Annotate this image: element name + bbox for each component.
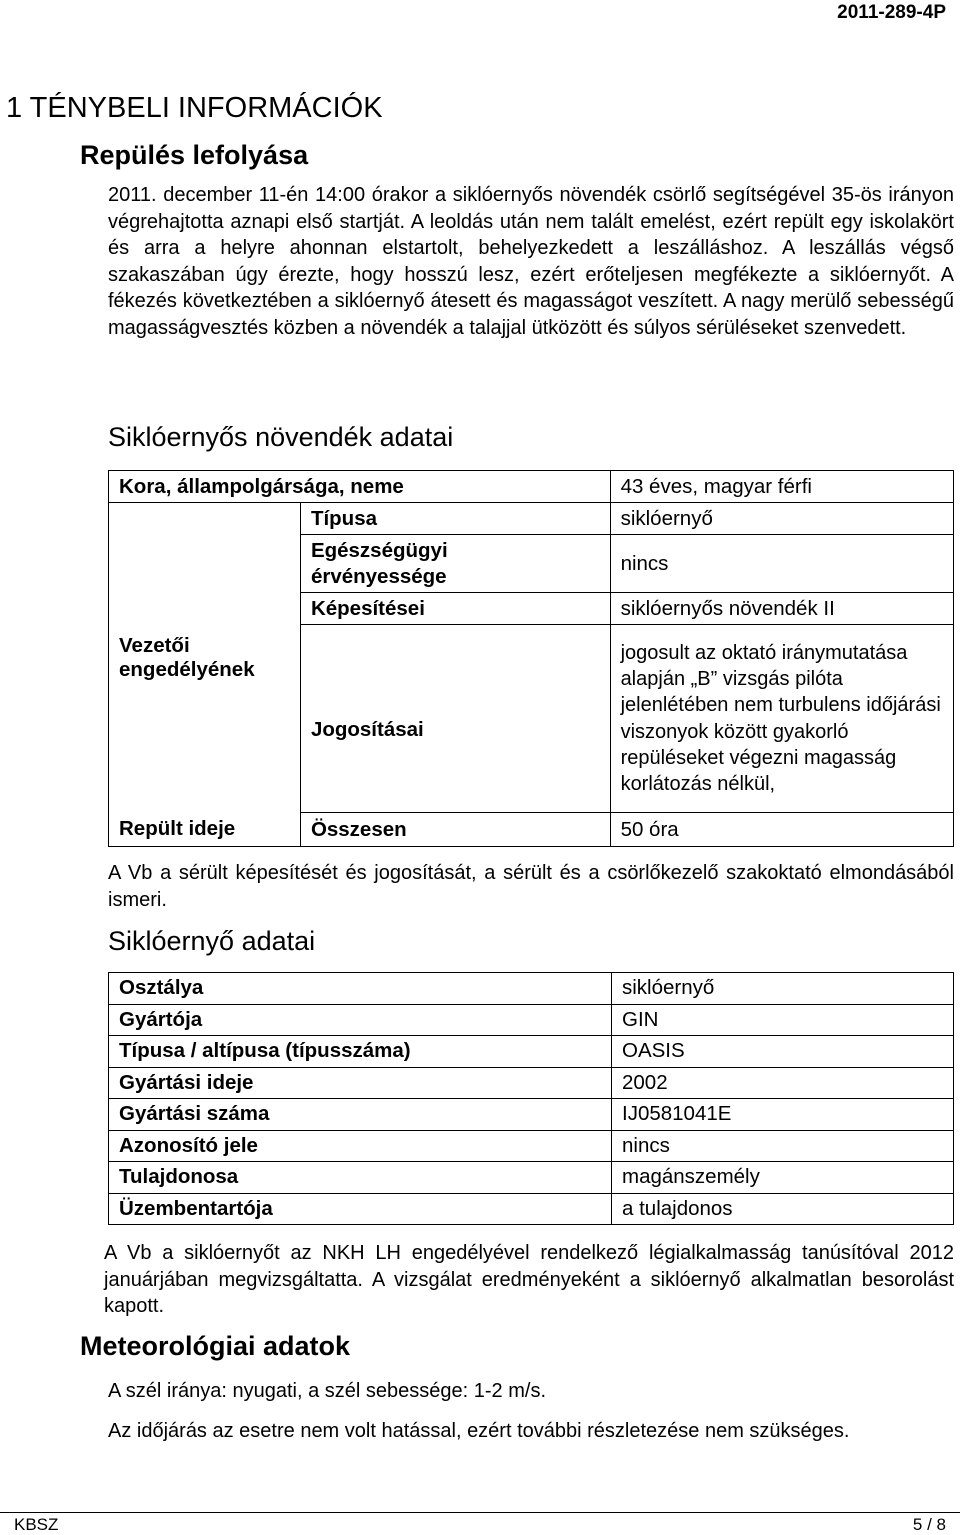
- pilot-note: A Vb a sérült képesítését és jogosítását, a sérült és a csörlőkezelő szakoktató elmondásából ismeri.: [108, 862, 954, 911]
- glider-heading: Siklóernyő adatai: [108, 926, 316, 956]
- medical-label: Egészségügyi érvényessége: [300, 535, 610, 593]
- pilot-row-age: [109, 471, 954, 503]
- qual-value: siklóernyős növendék II: [610, 593, 953, 625]
- glider-label: Azonosító jele: [109, 1130, 612, 1162]
- weather-note: Az időjárás az esetre nem volt hatással, ezért további részletezése nem szükséges.: [108, 1420, 850, 1442]
- glider-label: Típusa / altípusa (típusszáma): [109, 1036, 612, 1068]
- glider-row: [109, 1067, 954, 1099]
- type-value: siklóernyő: [610, 503, 953, 535]
- document-id: 2011-289-4P: [837, 2, 946, 23]
- glider-value: 2002: [612, 1067, 954, 1099]
- glider-row: [109, 1130, 954, 1162]
- age-value: 43 éves, magyar férfi: [610, 471, 953, 503]
- pilot-data-table: [108, 470, 954, 847]
- rights-label: Jogosításai: [300, 625, 610, 813]
- total-label: Összesen: [300, 813, 610, 847]
- section-title: 1 TÉNYBELI INFORMÁCIÓK: [6, 92, 383, 124]
- footer-page-number: 5 / 8: [912, 1515, 946, 1534]
- glider-label: Gyártási ideje: [109, 1067, 612, 1099]
- glider-value: OASIS: [612, 1036, 954, 1068]
- medical-value: nincs: [610, 535, 953, 593]
- type-label: Típusa: [300, 503, 610, 535]
- rights-value: jogosult az oktató iránymutatása alapján „B” vizsgás pilóta jelenlétében nem turbulens időjárási viszonyok között gyakorló repüléseket végezni magasság korlátozás nélkül,: [610, 625, 953, 813]
- age-label: Kora, állampolgársága, neme: [109, 471, 611, 503]
- glider-label: Tulajdonosa: [109, 1162, 612, 1194]
- glider-value: a tulajdonos: [612, 1193, 954, 1225]
- glider-row: [109, 1036, 954, 1068]
- glider-row: [109, 973, 954, 1005]
- pilot-heading: Siklóernyős növendék adatai: [108, 422, 454, 452]
- glider-label: Gyártója: [109, 1004, 612, 1036]
- glider-value: nincs: [612, 1130, 954, 1162]
- footer-org: KBSZ: [14, 1515, 59, 1534]
- glider-row: [109, 1099, 954, 1131]
- glider-label: Osztálya: [109, 973, 612, 1005]
- pilot-row-type: [109, 503, 954, 535]
- weather-wind: A szél iránya: nyugati, a szél sebessége: 1-2 m/s.: [108, 1380, 546, 1402]
- qual-label: Képesítései: [300, 593, 610, 625]
- flight-paragraph: 2011. december 11-én 14:00 órakor a siklóernyős növendék csörlő segítségével 35-ös irányon végrehajtotta aznapi első startját. A leoldás után nem talált emelést, ezért repült egy iskolakört és arra a helyre ahonnan elstartolt, behelyezkedett a leszálláshoz. A leszállás végső szakaszában úgy érezte, hogy hosszú lesz, ezért erőteljesen megfékezte a siklóernyőt. A fékezés következtében a siklóernyő átesett és magasságot veszített. A nagy merülő sebességű magasságvesztés közben a növendék a talajjal ütközött és súlyos sérüléseket szenvedett.: [108, 184, 954, 339]
- total-value: 50 óra: [610, 813, 953, 847]
- glider-value: GIN: [612, 1004, 954, 1036]
- flown-label: Repült ideje: [109, 813, 301, 847]
- glider-row: [109, 1193, 954, 1225]
- weather-heading: Meteorológiai adatok: [80, 1331, 351, 1361]
- glider-row: [109, 1004, 954, 1036]
- glider-value: IJ0581041E: [612, 1099, 954, 1131]
- glider-value: magánszemély: [612, 1162, 954, 1194]
- glider-note: A Vb a siklóernyőt az NKH LH engedélyével rendelkező légialkalmasság tanúsítóval 2012 januárjában megvizsgáltatta. A vizsgálat eredményeként a siklóernyő alkalmatlan besorolást kapott.: [104, 1242, 954, 1317]
- glider-row: [109, 1162, 954, 1194]
- license-label: Vezetői engedélyének: [109, 503, 301, 813]
- flight-heading: Repülés lefolyása: [80, 140, 309, 170]
- pilot-row-flown: [109, 813, 954, 847]
- footer-divider: [0, 1512, 960, 1513]
- glider-value: siklóernyő: [612, 973, 954, 1005]
- glider-data-table: [108, 972, 954, 1225]
- glider-label: Üzembentartója: [109, 1193, 612, 1225]
- glider-label: Gyártási száma: [109, 1099, 612, 1131]
